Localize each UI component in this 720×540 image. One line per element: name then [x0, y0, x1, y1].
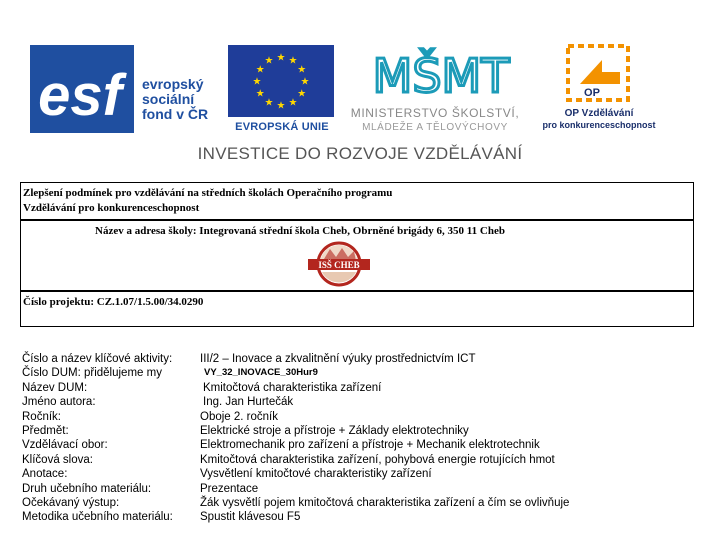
info-value: VY_32_INOVACE_30Hur9 — [204, 367, 318, 379]
info-label: Očekávaný výstup: — [22, 496, 120, 509]
info-value: Vysvětlení kmitočtové charakteristiky zařízení — [200, 468, 432, 481]
project-title-line1: Zlepšení podmínek pro vzdělávání na středních školách Operačního programu — [23, 187, 393, 199]
eu-star-icon: ★ — [300, 76, 310, 88]
project-title-line2: Vzdělávání pro konkurenceschopnost — [23, 202, 200, 214]
school-box — [20, 220, 694, 291]
info-value: Oboje 2. ročník — [200, 410, 278, 423]
info-row — [22, 453, 712, 467]
info-label: Číslo DUM: přidělujeme my — [22, 367, 162, 380]
eu-caption: EVROPSKÁ UNIE — [235, 121, 329, 133]
eu-star-icon: ★ — [276, 100, 286, 112]
info-row — [22, 366, 712, 380]
info-label: Název DUM: — [22, 381, 88, 394]
info-value: Kmitočtová charakteristika zařízení, pohybová energie rotujících hmot — [200, 453, 555, 466]
eu-logo — [226, 45, 336, 135]
info-row — [22, 496, 712, 510]
msmt-logo — [345, 40, 525, 136]
eu-star-icon: ★ — [276, 52, 286, 64]
info-label: Číslo a název klíčové aktivity: — [22, 353, 173, 365]
eu-star-icon: ★ — [252, 76, 262, 88]
info-label: Jméno autora: — [22, 396, 96, 409]
project-number-box — [20, 291, 694, 327]
info-row — [22, 467, 712, 481]
msmt-mark-icon — [372, 40, 510, 103]
emblem-text: ISŠ CHEB — [318, 260, 360, 270]
esf-line3: fond v ČR — [142, 106, 209, 122]
msmt-letters: MŠMT — [372, 49, 510, 103]
dum-info-list — [22, 352, 712, 525]
logo-header — [0, 0, 720, 170]
school-address: Název a adresa školy: Integrovaná střední škola Cheb, Obrněné brigády 6, 350 11 Cheb — [95, 225, 505, 237]
eu-star-icon: ★ — [297, 64, 307, 76]
info-value: Elektrické stroje a přístroje + Základy elektrotechniky — [200, 424, 469, 437]
msmt-line2: MLÁDEŽE A TĚLOVÝCHOVY — [362, 122, 508, 133]
esf-line1: evropský — [142, 76, 204, 92]
esf-logo — [30, 45, 220, 135]
eu-star-icon: ★ — [297, 88, 307, 100]
school-emblem-icon — [306, 239, 372, 289]
info-label: Předmět: — [22, 424, 69, 437]
info-row — [22, 410, 712, 424]
info-row — [22, 352, 712, 366]
info-label: Anotace: — [22, 468, 68, 481]
esf-wordmark — [142, 77, 208, 122]
msmt-line1: MINISTERSTVO ŠKOLSTVÍ, — [350, 106, 520, 120]
info-row — [22, 482, 712, 496]
eu-star-icon: ★ — [255, 64, 265, 76]
op-logo — [534, 38, 664, 136]
project-number: Číslo projektu: CZ.1.07/1.5.00/34.0290 — [23, 296, 204, 308]
eu-flag-icon — [228, 45, 334, 117]
info-label: Klíčová slova: — [22, 453, 93, 466]
info-label: Vzdělávací obor: — [22, 439, 108, 452]
eu-star-icon: ★ — [264, 97, 274, 109]
info-value: Prezentace — [200, 482, 259, 495]
info-value: Ing. Jan Hurtečák — [203, 396, 294, 409]
info-row — [22, 381, 712, 395]
op-line1: OP Vzdělávání — [564, 108, 634, 119]
esf-mark-icon — [30, 45, 134, 133]
info-label: Ročník: — [22, 410, 61, 423]
info-value: III/2 – Inovace a zkvalitnění výuky prostřednictvím ICT — [200, 353, 476, 365]
op-letters: OP — [584, 87, 600, 99]
info-row — [22, 438, 712, 452]
info-value: Kmitočtová charakteristika zařízení — [203, 381, 382, 394]
esf-letters: esf — [38, 63, 122, 128]
esf-line2: sociální — [142, 91, 195, 107]
op-line2: pro konkurenceschopnost — [542, 120, 656, 130]
eu-star-icon: ★ — [264, 55, 274, 67]
info-row — [22, 510, 712, 524]
info-value: Elektromechanik pro zařízení a přístroje + Mechanik elektrotechnik — [200, 439, 540, 452]
project-title-box — [20, 182, 694, 220]
info-value: Žák vysvětlí pojem kmitočtová charakteristika zařízení a čím se ovlivňuje — [200, 496, 570, 509]
eu-star-icon: ★ — [288, 55, 298, 67]
info-label: Druh učebního materiálu: — [22, 482, 152, 495]
info-label: Metodika učebního materiálu: — [22, 511, 173, 524]
investment-banner: INVESTICE DO ROZVOJE VZDĚLÁVÁNÍ — [197, 144, 523, 163]
info-row — [22, 395, 712, 409]
info-value: Spustit klávesou F5 — [200, 511, 301, 524]
eu-star-icon: ★ — [288, 97, 298, 109]
eu-star-icon: ★ — [255, 88, 265, 100]
op-mark-icon — [562, 38, 634, 106]
info-row — [22, 424, 712, 438]
